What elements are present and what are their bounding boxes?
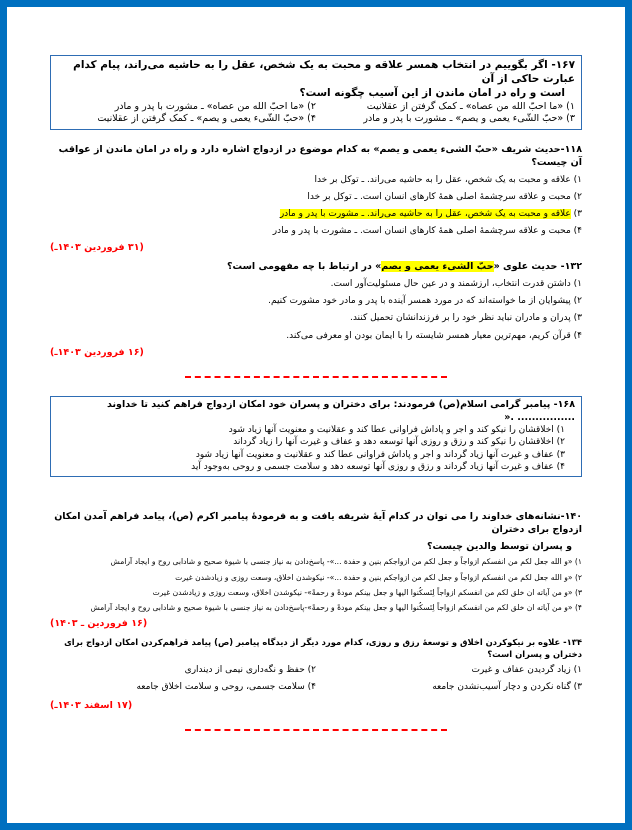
spacer (50, 130, 582, 144)
question-132-option-4[interactable]: ۴) قرآن کریم، مهم‌ترین معیار همسر شایسته را با ایمان بودن او معرفی می‌کند. (286, 330, 582, 341)
question-167-option-1[interactable]: ۱) «ما احبّ الله من عصاه» ـ کمک گرفتن از عقلانیت (366, 100, 575, 112)
question-140-stem: ۱۴۰-نشانه‌های خداوند را می توان در کدام آیهٔ شریفه یافت و به فرمودهٔ پیامبر اکرم (ص)، پیامد فراهم آمدن امکان ازدواج برای دختران (54, 510, 582, 535)
stem-start: ۱۳۲- حدیث علوی « (493, 261, 582, 273)
question-167-stem-cont: است و راه در امان ماندن از این آسیب چگونه است؟ (299, 87, 565, 100)
question-118-option-2[interactable]: ۲) محبت و علاقه سرچشمهٔ اصلی همهٔ کارهای انسان است. ـ توکل بر خدا (307, 191, 582, 202)
question-140-option-2[interactable]: ۲) «و الله جعل لکم من انفسکم ازواجاً و جعل لکم من ازواجکم بنین و حفدة ...»- نیکوشدن اخلاق، وسعت روزی و زیادشدن غیرت (175, 572, 582, 582)
question-168-box (50, 396, 582, 477)
question-132-stem (50, 261, 582, 274)
question-168-option-4[interactable]: ۴) عفاف و غیرت آنها زیاد گرداند و رزق و روزی آنها توسعه دهد و سلامت جسمی و روحی به‌وجود آید (191, 461, 565, 472)
question-167-option-4[interactable]: ۴) «حبّ الشّیء یعمی و یصم» ـ کمک گرفتن از عقلانیت (97, 113, 316, 125)
question-118-option-4[interactable]: ۴) محبت و علاقه سرچشمهٔ اصلی همهٔ کارهای انسان است. ـ مشورت با پدر و مادر (272, 226, 582, 237)
question-134-stem: ۱۳۴- علاوه بر نیکوکردن اخلاق و توسعهٔ رزق و روزی، کدام مورد دیگر از دیدگاه پیامبر (ص) پیامد فراهم‌کردن امکان ازدواج برای دختران و پسران است؟ (64, 637, 582, 659)
question-140-date: (۱۶ فروردین ـ ۱۴۰۳) (50, 618, 148, 630)
question-134-options-row-2 (50, 681, 582, 698)
question-118-option-3[interactable] (50, 208, 582, 220)
question-140-stem-cont: و پسران توسط والدین چیست؟ (427, 540, 572, 552)
question-134-option-1[interactable]: ۱) زیاد گردیدن عفاف و غیرت (471, 665, 582, 676)
spacer (50, 477, 582, 511)
question-118-date: (۳۱ فروردین ۱۴۰۳ـ) (50, 242, 144, 254)
separator-dashed-line (185, 376, 447, 378)
highlighted-hadith: حبّ الشیء یعمی و یصم (381, 261, 494, 273)
question-134-option-3[interactable]: ۳) گناه نکردن و دچار آسیب‌نشدن جامعه (432, 682, 582, 693)
option-number: ۳) (573, 209, 582, 220)
question-167-options-row-2 (57, 113, 575, 126)
question-134-option-2[interactable]: ۲) حفظ و نگه‌داری نیمی از دینداری (184, 665, 316, 676)
question-168-option-3[interactable]: ۳) عفاف و غیرت آنها زیاد گرداند و اجر و پاداش فراوانی عطا کند و عقلانیت و معنویت آنها زیاد شود (195, 449, 565, 460)
question-132-date: (۱۶ فروردین ۱۴۰۳ـ) (50, 346, 144, 358)
page-content (50, 0, 582, 731)
question-140-option-1[interactable]: ۱) «و الله جعل لکم من انفسکم ازواجاً و جعل لکم من ازواجکم بنین و حفدة ...»- پاسخ‌دادن به نیاز جنسی با شیوهٔ صحیح و شادابی روح و ایجاد آرامش (110, 557, 582, 567)
question-168-option-2[interactable]: ۲) اخلاقشان را نیکو کند و رزق و روزی آنها توسعه دهد و عفاف و غیرت آنها را زیاد گرداند (233, 437, 565, 448)
question-140-option-4[interactable]: ۴) «و من آیاته ان خلق لکم من انفسکم ازواجاً لِتَسکُنوا الیها و جعل بینکم مودةً و رحمةً»-پاسخ‌دادن به نیاز جنسی با شیوهٔ صحیح و شادابی روح و ایجاد آرامش (90, 603, 582, 613)
question-168-stem: ۱۶۸- پیامبر گرامی اسلام(ص) فرمودند: برای دختران و پسران خود امکان ازدواج فراهم کنید تا خداوند ................ .« (107, 398, 575, 423)
question-167-stem: ۱۶۷- اگر بگوییم در انتخاب همسر علاقه و محبت به یک شخص، عقل را به حاشیه می‌راند، پیام کدام عبارت حاکی از آن (73, 59, 575, 86)
question-134-option-4[interactable]: ۴) سلامت جسمی، روحی و سلامت اخلاق جامعه (136, 682, 316, 693)
question-132-option-2[interactable]: ۲) پیشوایان از ما خواسته‌اند که در مورد همسر آینده با پدر و مادر خود مشورت کنیم. (268, 296, 582, 307)
question-167-option-2[interactable]: ۲) «ما احبّ الله من عصاه» ـ مشورت با پدر و مادر (114, 100, 316, 112)
question-167-option-3[interactable]: ۳) «حبّ الشّیء یعمی و یصم» ـ مشورت با پدر و مادر (363, 113, 575, 125)
question-118-option-1[interactable]: ۱) علاقه و محبت به یک شخص، عقل را به حاشیه می‌راند. ـ توکل بر خدا (314, 174, 582, 185)
question-132-option-1[interactable]: ۱) داشتن قدرت انتخاب، ارزشمند و در عین حال مسئولیت‌آور است. (330, 279, 582, 290)
stem-end: » در ارتباط با چه مفهومی است؟ (227, 261, 382, 273)
highlighted-answer: علاقه و محبت به یک شخص، عقل را به حاشیه می‌راند. ـ مشورت با پدر و مادر (279, 209, 571, 220)
question-168-option-1[interactable]: ۱) اخلاقشان را نیکو کند و اجر و پاداش فراوانی عطا کند و عقلانیت و معنویت آنها زیاد شود (228, 425, 565, 436)
separator-dashed-line-bottom (185, 729, 447, 731)
question-140-option-3[interactable]: ۳) «و من آیاته ان خلق لکم من انفسکم ازواجاً لِتَسکُنوا الیها و جعل بینکم مودةً و رحمةً»- نیکوشدن اخلاق، وسعت روزی و زیادشدن غیرت (152, 587, 582, 597)
question-134-options-row-1 (50, 664, 582, 681)
question-118-stem: ۱۱۸-حدیث شریف «حبّ الشیء یعمی و یصم» به کدام موضوع در ازدواج اشاره دارد و راه در امان ماندن از عواقب آن چیست؟ (58, 144, 582, 168)
question-167-options-row-1 (57, 101, 575, 114)
question-167-box (50, 55, 582, 130)
question-132-option-3[interactable]: ۳) پدران و مادران نباید نظر خود را بر فرزندانشان تحمیل کنند. (349, 313, 582, 324)
question-134-date: (۱۷ اسفند ۱۴۰۳ـ) (50, 700, 133, 712)
